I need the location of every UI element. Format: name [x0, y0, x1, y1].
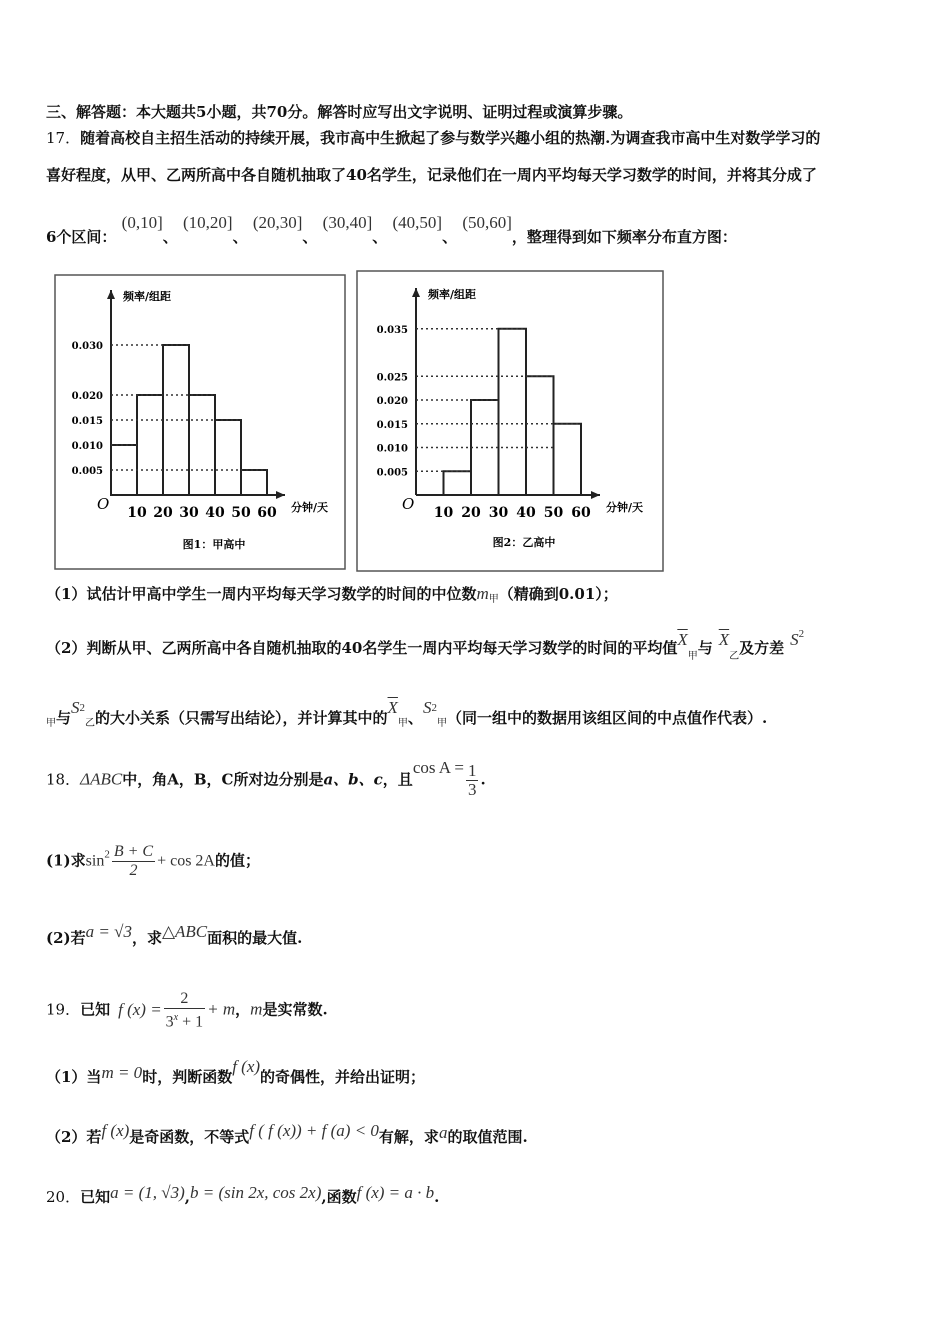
- x-tick-label: 20: [153, 505, 173, 521]
- q20-text2: ,函数: [321, 1188, 357, 1206]
- y-tick-label: 0.005: [71, 466, 103, 477]
- q17-part2-line1: [46, 628, 804, 662]
- sep: 、: [302, 228, 318, 246]
- histogram-bar: [471, 400, 499, 495]
- part-label: (2)若: [46, 929, 86, 947]
- y-tick-label: 0.035: [376, 324, 408, 336]
- part-label: (1)求: [46, 851, 86, 870]
- q17-intro-text1: 随着高校自主招生活动的持续开展，我市高中生掀起了参与数学兴趣小组的热潮.为调查我市高中生对数学学习的: [80, 129, 821, 147]
- interval-6: (50,60]: [462, 213, 512, 232]
- vector-b: b = (sin 2x, cos 2x): [189, 1183, 322, 1202]
- q20-number: 20．: [46, 1188, 81, 1206]
- variance-s-yi: S: [71, 698, 80, 717]
- histogram-bar: [526, 376, 554, 495]
- sub-jia: 甲: [397, 718, 408, 729]
- histogram-jia-svg: [54, 274, 346, 570]
- y-axis-label: 频率/组距: [123, 290, 172, 303]
- squared: 2: [798, 628, 805, 640]
- interval-2: (10,20]: [183, 213, 233, 232]
- f-of-x: f (x): [101, 1121, 130, 1140]
- part-label: （1）当: [46, 1068, 102, 1086]
- comma: ，: [235, 1000, 251, 1019]
- q19-part1-end: 的奇偶性，并给出证明；: [260, 1068, 426, 1086]
- q19-part2: [46, 1121, 528, 1147]
- y-axis-arrow: [412, 288, 420, 297]
- q18-part2-mid: ，求: [131, 929, 162, 947]
- q17-part2-variance: 及方差: [739, 639, 785, 657]
- interval-4: (30,40]: [322, 213, 373, 232]
- frac-den: [164, 1009, 205, 1031]
- q19-part1-mid: 时，判断函数: [142, 1068, 233, 1086]
- q17-part2-line2: [46, 698, 768, 729]
- q17-part1-end: （精确到0.01）；: [498, 585, 618, 603]
- histogram-bar: [499, 329, 527, 495]
- x-tick-label: 40: [205, 505, 225, 521]
- x-tick-label: 50: [231, 505, 251, 521]
- y-tick-label: 0.025: [376, 372, 408, 384]
- y-axis-label: 频率/组距: [428, 288, 477, 301]
- den-exp: x: [173, 1012, 179, 1023]
- sep: 、: [372, 228, 388, 246]
- sin-exp: 2: [104, 848, 110, 861]
- f-lhs: f (x) =: [118, 999, 162, 1019]
- part-label: （2）若: [46, 1128, 102, 1146]
- y-tick-label: 0.030: [71, 341, 103, 352]
- sep: 、: [442, 228, 458, 246]
- den-rest: + 1: [178, 1013, 204, 1031]
- x-tick-label: 10: [433, 505, 454, 521]
- histogram-bar: [137, 395, 163, 495]
- x-tick-label: 10: [127, 505, 147, 521]
- y-tick-label: 0.010: [376, 443, 408, 455]
- part-label: （1）: [46, 585, 87, 603]
- y-tick-label: 0.020: [376, 396, 408, 407]
- sub-jia: 甲: [436, 718, 447, 729]
- x-axis-label: 分钟/天: [291, 501, 329, 514]
- frac-num: 2: [164, 990, 205, 1009]
- x-tick-label: 60: [571, 505, 591, 521]
- x-axis-arrow: [591, 491, 600, 499]
- cos-a-fraction: [466, 762, 479, 799]
- plus-cos-2a: + cos 2A: [157, 852, 215, 870]
- q17-part2-text2: 的大小关系（只需写出结论），并计算其中的: [95, 709, 388, 727]
- variance-s-jia-2: S: [422, 698, 432, 717]
- q18-part1-end: 的值；: [214, 851, 260, 870]
- interval-5: (40,50]: [392, 213, 443, 232]
- q20-stem: [46, 1183, 440, 1207]
- section-header: 三、解答题：本大题共5小题，共70分。解答时应写出文字说明、证明过程或演算步骤。: [46, 103, 633, 121]
- f-of-x: f (x): [232, 1057, 261, 1076]
- frac-den: 3: [467, 780, 477, 799]
- sub-jia: 甲: [488, 594, 499, 605]
- f-definition: f (x) = a · b: [356, 1183, 435, 1202]
- origin-label: O: [97, 495, 110, 513]
- x-axis-arrow: [276, 491, 285, 499]
- q17-number: 17．: [46, 129, 81, 147]
- q17-intervals-line: [46, 213, 737, 247]
- q19-part1: [46, 1057, 426, 1087]
- q18-part2-end: 面积的最大值.: [207, 929, 303, 947]
- q18-part2: [46, 922, 303, 948]
- histogram-bar: [444, 471, 472, 495]
- q17-part2-end: （同一组中的数据用该组区间的中点值作代表）.: [446, 709, 768, 727]
- triangle-abc: ΔABC: [80, 769, 123, 789]
- q19-part2-end: 的取值范围.: [447, 1128, 528, 1146]
- q19-stem: [46, 990, 328, 1031]
- x-tick-label: 40: [516, 505, 536, 521]
- histogram-jia: [54, 274, 346, 574]
- squared: 2: [431, 702, 437, 714]
- frac-den: 2: [129, 862, 138, 879]
- histogram-bar: [215, 420, 241, 495]
- dun: 、: [407, 709, 423, 727]
- chart-title: 图2：乙高中: [492, 536, 556, 549]
- sep: 、: [232, 228, 248, 246]
- q17-part1: [46, 583, 618, 605]
- cos-a-lhs: cos A =: [412, 757, 464, 777]
- mean-x-yi: $\overline{X}$: [718, 630, 730, 649]
- median-symbol: m: [476, 584, 489, 603]
- x-tick-label: 30: [488, 505, 509, 521]
- interval-3: (20,30]: [252, 213, 303, 232]
- b-plus-c-fraction: [112, 843, 155, 880]
- q18-number: 18．: [46, 770, 81, 789]
- yu: 与: [697, 639, 713, 657]
- x-axis-label: 分钟/天: [606, 501, 644, 514]
- frac-num: 1: [467, 761, 477, 780]
- x-tick-label: 60: [257, 505, 277, 521]
- q19-number: 19．: [46, 1000, 81, 1019]
- f-fraction: [164, 990, 205, 1031]
- q18-part1: [46, 843, 260, 880]
- histogram-yi-svg: [356, 270, 664, 572]
- part-label: （2）: [46, 639, 87, 657]
- vector-a: a = (1, √3): [110, 1183, 185, 1202]
- q17-intervals-suffix: ，整理得到如下频率分布直方图：: [511, 228, 737, 246]
- y-tick-label: 0.020: [71, 391, 103, 402]
- histogram-bar: [241, 470, 267, 495]
- x-tick-label: 50: [543, 505, 564, 521]
- mean-x-jia-2: $\overline{X}$: [387, 698, 398, 717]
- sides-abc: a、b、c: [323, 770, 383, 789]
- q19-text: 已知: [80, 1000, 111, 1019]
- m-symbol: m: [250, 999, 263, 1019]
- squared: 2: [79, 702, 86, 714]
- y-tick-label: 0.010: [71, 441, 103, 452]
- y-tick-label: 0.015: [376, 419, 408, 431]
- y-tick-label: 0.005: [376, 467, 408, 479]
- q19-part2-mid2: 有解，求: [378, 1128, 439, 1146]
- y-tick-label: 0.015: [71, 416, 103, 427]
- triangle-abc-2: △ABC: [161, 922, 208, 941]
- a-symbol: a: [438, 1123, 448, 1142]
- sub-yi: 乙: [729, 651, 740, 662]
- q17-intro-line1: [46, 127, 820, 148]
- q18-stem: [46, 757, 486, 799]
- histogram-bar: [189, 395, 215, 495]
- q17-intro-line2: 喜好程度，从甲、乙两所高中各自随机抽取了40名学生，记录他们在一周内平均每天学习数学的时间，并将其分成了: [46, 166, 817, 184]
- x-tick-label: 30: [179, 505, 199, 521]
- sep: 、: [162, 228, 178, 246]
- den-base: 3: [165, 1013, 174, 1031]
- sin: sin: [85, 852, 105, 870]
- q17-intervals-prefix: 6个区间：: [46, 228, 117, 246]
- sub-jia: 甲: [687, 651, 698, 662]
- histogram-bar: [111, 445, 137, 495]
- m-equals-0: m = 0: [101, 1063, 143, 1082]
- x-tick-label: 20: [461, 505, 481, 521]
- histogram-yi: [356, 270, 664, 576]
- q17-part2-text: 判断从甲、乙两所高中各自随机抽取的40名学生一周内平均每天学习数学的时间的平均值: [86, 639, 678, 657]
- histogram-bar: [554, 424, 582, 495]
- q20-text: 已知: [80, 1188, 111, 1206]
- comma: ,: [184, 1188, 190, 1206]
- q17-part1-text: 试估计甲高中学生一周内平均每天学习数学的时间的中位数: [86, 585, 477, 603]
- q18-text: 中，角A，B，C所对边分别是: [122, 770, 324, 789]
- mean-x-jia: $\overline{X}$: [677, 630, 688, 649]
- origin-label: O: [402, 495, 415, 513]
- q18-end: .: [480, 770, 486, 789]
- chart-title: 图1：甲高中: [182, 538, 246, 551]
- a-equals-sqrt3: a = √3: [85, 922, 132, 941]
- sub-jia: 甲: [46, 718, 56, 729]
- q18-text2: ，且: [382, 770, 413, 789]
- q19-part2-mid: 是奇函数，不等式: [129, 1128, 250, 1146]
- y-axis-arrow: [107, 290, 115, 299]
- interval-1: (0,10]: [121, 213, 163, 232]
- variance-s-jia: S: [790, 630, 799, 649]
- plus-m: + m: [207, 999, 236, 1019]
- sub-yi: 乙: [85, 718, 96, 729]
- yu: 与: [56, 709, 72, 727]
- q19-end: 是实常数.: [262, 1000, 328, 1019]
- q20-end: .: [434, 1188, 440, 1206]
- frac-num: B + C: [113, 843, 154, 860]
- inequality: f ( f (x)) + f (a) < 0: [249, 1121, 379, 1140]
